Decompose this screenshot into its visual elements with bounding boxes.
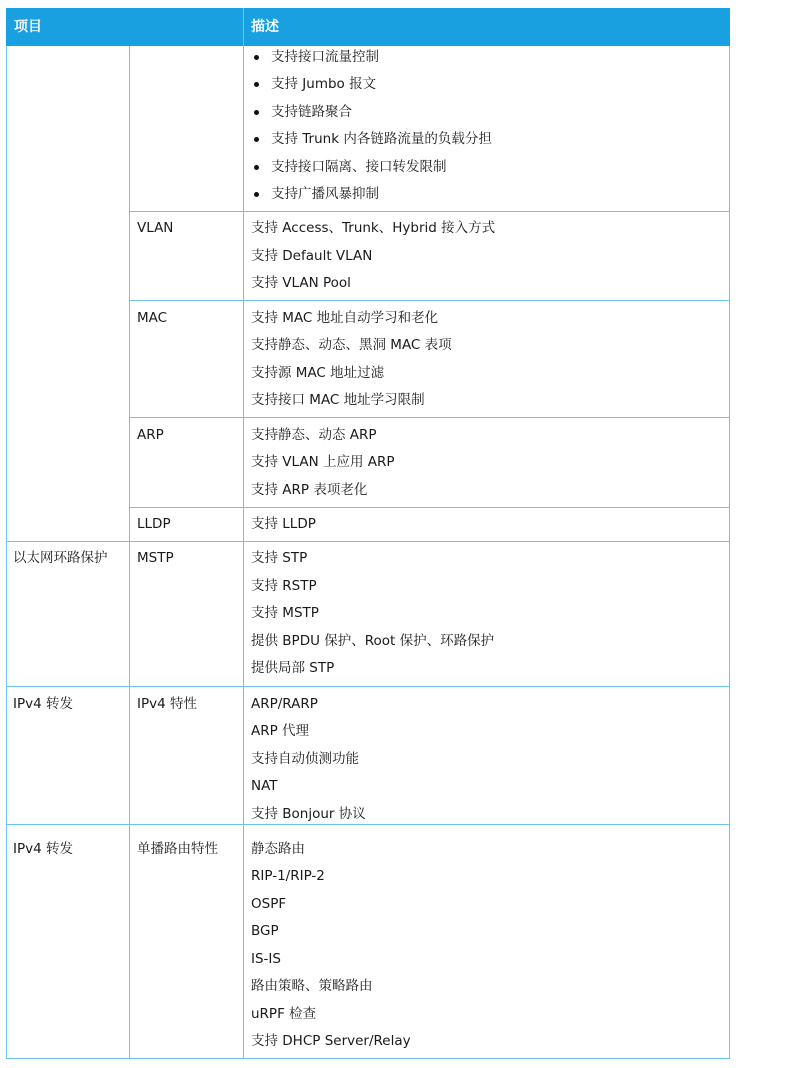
bullet-dot <box>254 165 259 170</box>
row-divider <box>6 824 730 825</box>
description-item: 支持 Bonjour 协议 <box>251 806 366 822</box>
feature-table <box>6 8 730 1059</box>
row-divider <box>129 417 730 418</box>
column-divider-1 <box>129 46 130 1059</box>
description-item: 支持 VLAN Pool <box>251 275 351 291</box>
description-item: 支持接口 MAC 地址学习限制 <box>251 392 425 408</box>
description-item: 支持静态、动态 ARP <box>251 427 377 443</box>
bullet-dot <box>254 55 259 60</box>
row-divider <box>129 300 730 301</box>
subcategory-cell: VLAN <box>137 220 174 236</box>
description-item: 支持 MAC 地址自动学习和老化 <box>251 310 439 326</box>
description-item: 提供局部 STP <box>251 660 335 676</box>
description-item: OSPF <box>251 896 287 912</box>
row-divider <box>129 211 730 212</box>
description-item: BGP <box>251 923 279 939</box>
subcategory-cell: LLDP <box>137 516 171 532</box>
description-item: 支持源 MAC 地址过滤 <box>251 365 385 381</box>
description-item: RIP-1/RIP-2 <box>251 868 325 884</box>
table-border-bottom <box>6 1058 730 1059</box>
header-description: 描述 <box>251 19 279 35</box>
category-cell: IPv4 转发 <box>13 841 73 857</box>
bullet-dot <box>254 137 259 142</box>
table-border-left <box>6 46 7 1059</box>
description-item: 支持 Access、Trunk、Hybrid 接入方式 <box>251 220 496 236</box>
description-item: 支持 ARP 表项老化 <box>251 482 368 498</box>
description-item: 支持 LLDP <box>251 516 316 532</box>
description-item: 支持链路聚合 <box>271 104 352 120</box>
subcategory-cell: MAC <box>137 310 168 326</box>
category-cell: IPv4 转发 <box>13 696 73 712</box>
description-item: 静态路由 <box>251 841 305 857</box>
description-item: ARP 代理 <box>251 723 310 739</box>
category-cell: 以太网环路保护 <box>13 550 108 566</box>
description-item: IS-IS <box>251 951 281 967</box>
description-item: 支持接口隔离、接口转发限制 <box>271 159 447 175</box>
description-item: 支持广播风暴抑制 <box>271 186 379 202</box>
bullet-dot <box>254 110 259 115</box>
description-item: 支持 Trunk 内各链路流量的负载分担 <box>271 131 492 147</box>
description-item: uRPF 检查 <box>251 1006 317 1022</box>
description-item: 路由策略、策略路由 <box>251 978 373 994</box>
table-header <box>6 8 730 46</box>
bullet-dot <box>254 192 259 197</box>
description-item: 支持 VLAN 上应用 ARP <box>251 454 395 470</box>
subcategory-cell: ARP <box>137 427 164 443</box>
subcategory-cell: MSTP <box>137 550 174 566</box>
row-divider <box>129 507 730 508</box>
description-item: 支持静态、动态、黑洞 MAC 表项 <box>251 337 452 353</box>
description-item: 支持自动侦测功能 <box>251 751 359 767</box>
row-divider <box>6 686 730 687</box>
row-divider <box>6 541 730 542</box>
description-item: ARP/RARP <box>251 696 318 712</box>
description-item: 支持 Jumbo 报文 <box>271 76 377 92</box>
subcategory-cell: 单播路由特性 <box>137 841 218 857</box>
column-divider-2 <box>243 8 244 1059</box>
description-item: 支持接口流量控制 <box>271 49 379 65</box>
header-item: 项目 <box>14 19 42 35</box>
description-item: 支持 RSTP <box>251 578 317 594</box>
bullet-dot <box>254 82 259 87</box>
subcategory-cell: IPv4 特性 <box>137 696 197 712</box>
description-item: 支持 Default VLAN <box>251 248 373 264</box>
description-item: NAT <box>251 778 278 794</box>
description-item: 提供 BPDU 保护、Root 保护、环路保护 <box>251 633 495 649</box>
description-item: 支持 STP <box>251 550 308 566</box>
table-border-right <box>729 46 730 1059</box>
description-item: 支持 DHCP Server/Relay <box>251 1033 411 1049</box>
description-item: 支持 MSTP <box>251 605 319 621</box>
